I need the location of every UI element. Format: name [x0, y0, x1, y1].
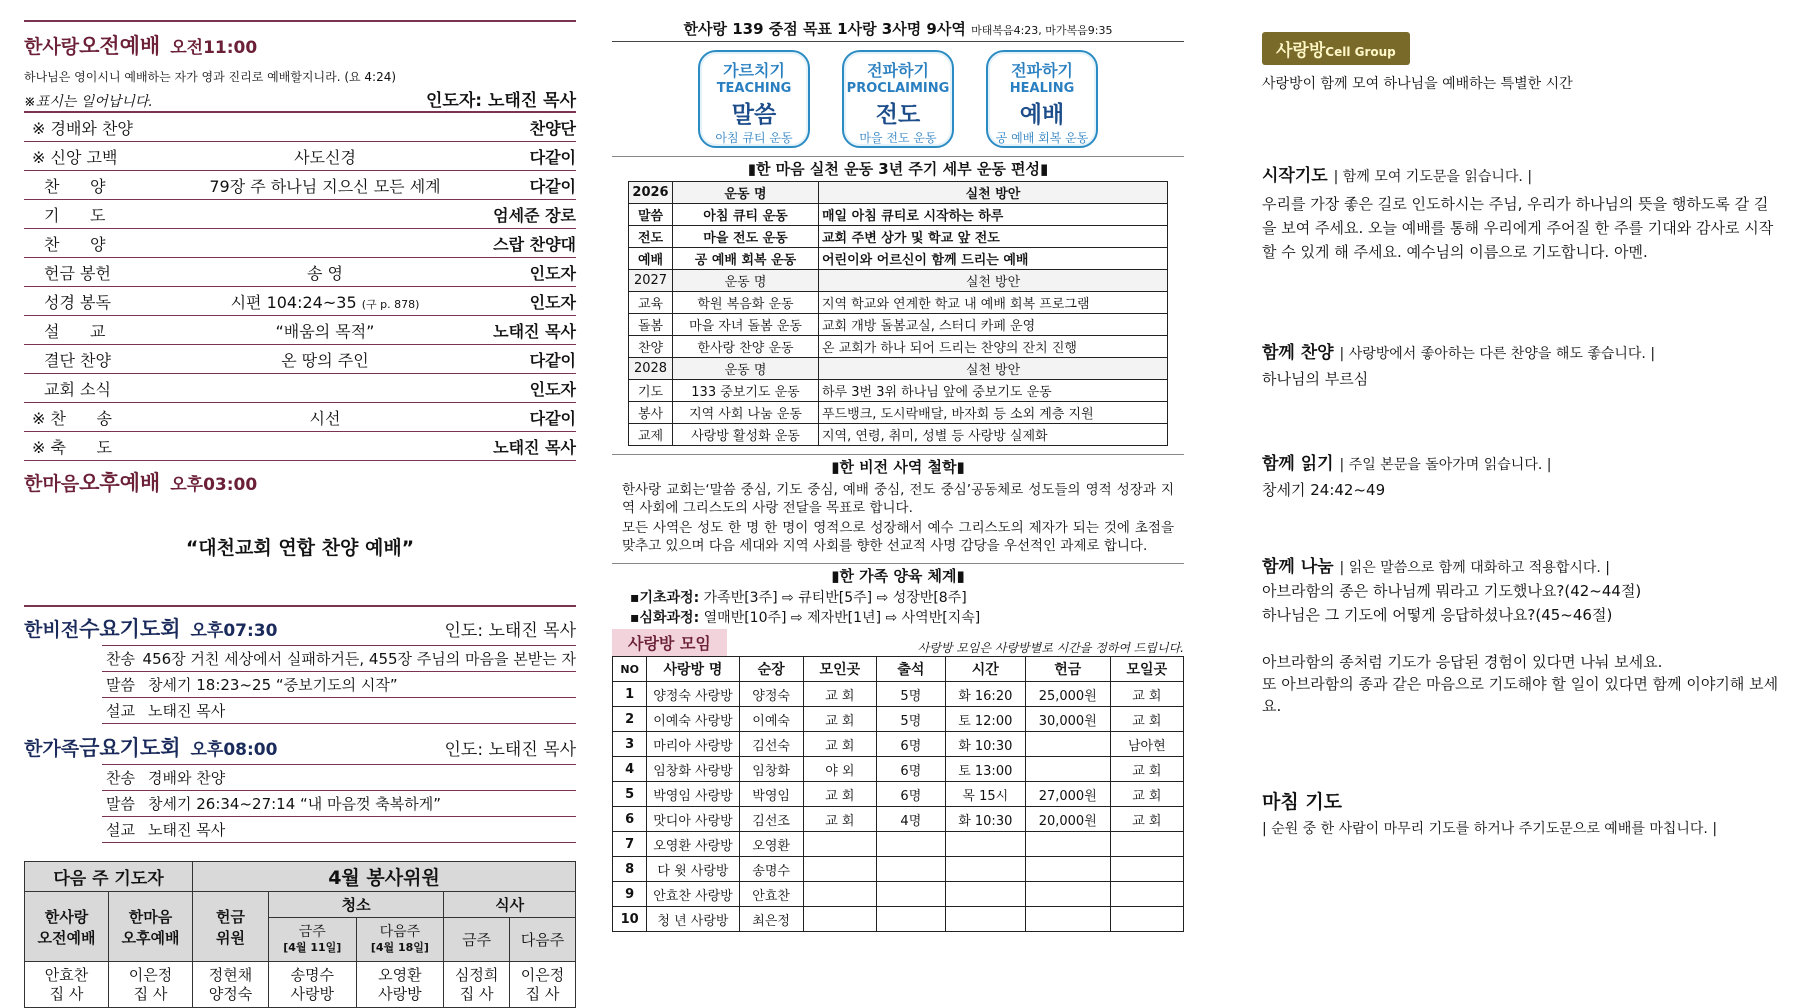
am-service-col: 한사랑 오전예배 — [25, 892, 109, 962]
table-row — [613, 857, 1184, 882]
service-leader: 스랍 찬양대 — [493, 234, 576, 254]
plan-year-or-area: 2026 — [629, 182, 673, 204]
cell-group-subtitle: 사랑방이 함께 모여 하나님을 예배하는 특별한 시간 — [1262, 76, 1573, 92]
morning-service-heading: 한사랑오전예배 오전11:00 — [24, 34, 258, 58]
cell-value — [1025, 907, 1110, 932]
service-leader: 인도자 — [529, 292, 576, 312]
family-basic: ▪기초과정: 가족반[3주] ⇨ 큐티반[5주] ⇨ 성장반[8주] — [630, 590, 967, 606]
cell-value — [1025, 882, 1110, 907]
cell-value: 교 회 — [803, 782, 876, 807]
service-item: 헌금 봉헌 — [44, 263, 111, 283]
cell-value: 6명 — [876, 732, 945, 757]
cell-value: 4 — [613, 757, 647, 782]
cell-value: 6 — [613, 807, 647, 832]
sharing-question-2: 하나님은 그 기도에 어떻게 응답하셨나요?(45~46절) — [1262, 606, 1613, 624]
cell-value — [803, 832, 876, 857]
cell-value: 1 — [613, 682, 647, 707]
cell-value — [1110, 882, 1183, 907]
service-row — [24, 171, 576, 200]
row-key: 설교 — [106, 821, 135, 839]
service-detail: 온 땅의 주인 — [281, 350, 369, 370]
plan-movement: 운동 명 — [673, 358, 819, 380]
cell-header: 모인곳 — [803, 657, 876, 682]
cell-value: 화 10:30 — [945, 732, 1025, 757]
plan-row — [629, 226, 1168, 248]
service-detail: 송 영 — [307, 263, 343, 283]
server-cell: 이은정 집 사 — [109, 962, 193, 1008]
cell-value — [876, 882, 945, 907]
cell-value: 김선조 — [739, 807, 803, 832]
cell-value: 교 회 — [1110, 757, 1183, 782]
cell-value: 박영임 사랑방 — [647, 782, 739, 807]
wednesday-rule — [24, 605, 576, 607]
service-leader: 다같이 — [529, 147, 576, 167]
service-detail: 시선 — [309, 408, 341, 428]
cell-value: 30,000원 — [1025, 707, 1110, 732]
cell-group-guide-column — [1262, 0, 1782, 838]
plan-movement: 지역 사회 나눔 운동 — [673, 402, 819, 424]
cell-header: 출석 — [876, 657, 945, 682]
plan-action: 하루 3번 3위 하나님 앞에 중보기도 운동 — [819, 380, 1168, 402]
cell-header: 사랑방 명 — [647, 657, 739, 682]
cell-value — [1025, 732, 1110, 757]
cell-value: 2 — [613, 707, 647, 732]
plan-row — [629, 314, 1168, 336]
plan-action: 교회 주변 상가 및 학교 앞 전도 — [819, 226, 1168, 248]
order-of-service — [24, 113, 576, 461]
closing-prayer-heading: 마침 기도 — [1262, 791, 1343, 813]
plan-movement: 아침 큐티 운동 — [673, 204, 819, 226]
vision-title: ▮한 비전 사역 철학▮ — [831, 458, 965, 476]
plan-year-or-area: 봉사 — [629, 402, 673, 424]
cell-value: 김선숙 — [739, 732, 803, 757]
service-detail: “배움의 목적” — [275, 321, 375, 341]
row-value: 창세기 26:34~27:14 “내 마음껏 축복하게” — [148, 795, 442, 813]
row-value: 창세기 18:23~25 “중보기도의 시작” — [148, 676, 398, 694]
healing-badge: 전파하기 HEALING 예배 공 예배 회복 운동 — [986, 50, 1098, 148]
cell-value: 양정숙 — [739, 682, 803, 707]
plan-movement: 마을 자녀 돌봄 운동 — [673, 314, 819, 336]
cell-value: 5명 — [876, 707, 945, 732]
proclaiming-badge: 전파하기 PROCLAIMING 전도 마을 전도 운동 — [842, 50, 954, 148]
cell-value: 교 회 — [1110, 782, 1183, 807]
cell-value: 안효찬 사랑방 — [647, 882, 739, 907]
cell-value — [945, 907, 1025, 932]
cell-value — [803, 857, 876, 882]
top-rule — [24, 20, 576, 22]
service-item: 찬 양 — [44, 176, 106, 196]
plan-movement: 공 예배 회복 운동 — [673, 248, 819, 270]
prayer-meeting-row — [102, 698, 576, 724]
friday-heading: 한가족금요기도회 오후08:00 인도: 노태진 목사 — [24, 736, 576, 760]
stand-note: ※표시는 일어납니다. — [24, 94, 153, 110]
plan-year-or-area: 예배 — [629, 248, 673, 270]
meal-next-week: 다음주 — [510, 918, 576, 962]
cell-value: 5명 — [876, 682, 945, 707]
service-row — [24, 316, 576, 345]
table-row — [613, 707, 1184, 732]
cell-value: 교 회 — [1110, 807, 1183, 832]
plan-row — [629, 270, 1168, 292]
cell-value: 이예숙 사랑방 — [647, 707, 739, 732]
cell-value — [876, 857, 945, 882]
cell-value — [1025, 757, 1110, 782]
teaching-badge: 가르치기 TEACHING 말씀 아침 큐티 운동 — [698, 50, 810, 148]
cell-value: 토 12:00 — [945, 707, 1025, 732]
server-cell: 송명수 사랑방 — [269, 962, 357, 1008]
service-leader: 찬양단 — [529, 118, 576, 138]
cell-value: 6명 — [876, 782, 945, 807]
cell-group-badge: 사랑방 모임 — [612, 629, 727, 656]
cell-value: 화 10:30 — [945, 807, 1025, 832]
opening-prayer-text: 우리를 가장 좋은 길로 인도하시는 주님, 우리가 하나님의 뜻을 행하도록 갈 길을 보여 주세요. 오늘 예배를 통해 우리에게 주어질 한 주를 기대와 감사로 시작할 수 있게 해 주세요. 예수님의 이름으로 기도합니다. 아멘. — [1262, 195, 1774, 261]
plan-movement: 사랑방 활성화 운동 — [673, 424, 819, 446]
cell-group-header — [612, 628, 1184, 656]
service-item: 교회 소식 — [44, 379, 111, 399]
row-key: 설교 — [106, 702, 135, 720]
cell-value: 토 13:00 — [945, 757, 1025, 782]
cell-value — [803, 907, 876, 932]
service-row — [24, 374, 576, 403]
prayer-meeting-row — [102, 646, 576, 672]
service-item: 찬 양 — [44, 234, 106, 254]
sharing-question-3: 아브라함의 종처럼 기도가 응답된 경험이 있다면 나눠 보세요. — [1262, 653, 1663, 671]
table-row — [613, 732, 1184, 757]
prayer-meeting-row — [102, 791, 576, 817]
plan-row — [629, 424, 1168, 446]
morning-verse: 하나님은 영이시니 예배하는 자가 영과 진리로 예배할지니라. (요 4:24) — [24, 70, 397, 84]
cell-value: 송명수 — [739, 857, 803, 882]
plan-row — [629, 380, 1168, 402]
next-week-prayers-header: 다음 주 기도자 — [25, 862, 193, 892]
plan-row — [629, 402, 1168, 424]
cell-value: 오영환 — [739, 832, 803, 857]
vision-paragraph-1: 한사랑 교회는‘말씀 중심, 기도 중심, 예배 중심, 전도 중심’공동체로 성도들의 영적 성장과 지역 사회에 그리스도의 사랑 전달을 목표로 합니다. — [622, 482, 1174, 516]
cell-value: 교 회 — [1110, 707, 1183, 732]
cell-value: 다 윗 사랑방 — [647, 857, 739, 882]
reading-passage: 창세기 24:42~49 — [1262, 481, 1386, 499]
plan-action: 지역 학교와 연계한 학교 내 예배 회복 프로그램 — [819, 292, 1168, 314]
cell-header: 순장 — [739, 657, 803, 682]
service-detail: 사도신경 — [294, 147, 356, 167]
cell-value: 목 15시 — [945, 782, 1025, 807]
friday-order — [102, 764, 576, 843]
sharing-question-4: 또 아브라함의 종과 같은 마음으로 기도해야 할 일이 있다면 함께 이야기해 보세요. — [1262, 675, 1779, 715]
row-value: 노태진 목사 — [148, 702, 226, 720]
praise-song: 하나님의 부르심 — [1262, 370, 1369, 388]
meal-this-week: 금주 — [444, 918, 510, 962]
service-item: ※ 경배와 찬양 — [32, 118, 133, 138]
plan-action: 온 교회가 하나 되어 드리는 찬양의 잔치 진행 — [819, 336, 1168, 358]
wednesday-heading: 한비전수요기도회 오후07:30 인도: 노태진 목사 — [24, 617, 576, 641]
service-leader: 엄세준 장로 — [493, 205, 576, 225]
closing-prayer-desc: | 순원 중 한 사람이 마무리 기도를 하거나 주기도문으로 예배를 마칩니다. | — [1262, 821, 1718, 837]
cell-value: 임창화 사랑방 — [647, 757, 739, 782]
service-leader: 다같이 — [529, 408, 576, 428]
reading-heading: 함께 읽기 | 주일 본문을 돌아가며 읽습니다. | — [1262, 454, 1552, 474]
plan-movement: 운동 명 — [673, 270, 819, 292]
cell-value: 야 외 — [803, 757, 876, 782]
plan-row — [629, 248, 1168, 270]
cell-value: 교 회 — [803, 807, 876, 832]
cell-value: 20,000원 — [1025, 807, 1110, 832]
month-servers-header: 4월 봉사위원 — [193, 862, 576, 892]
plan-year-or-area: 찬양 — [629, 336, 673, 358]
row-value: 경배와 찬양 — [148, 769, 226, 787]
cell-value: 5 — [613, 782, 647, 807]
server-cell: 정현채 양정숙 — [193, 962, 269, 1008]
opening-prayer-heading: 시작기도 | 함께 모여 기도문을 읽습니다. | — [1262, 166, 1533, 186]
cell-value: 7 — [613, 832, 647, 857]
table-row — [613, 807, 1184, 832]
table-row — [613, 907, 1184, 932]
plan-movement: 운동 명 — [673, 182, 819, 204]
server-cell: 심정희 집 사 — [444, 962, 510, 1008]
plan-year-or-area: 2028 — [629, 358, 673, 380]
cell-value — [945, 857, 1025, 882]
service-item: ※ 신앙 고백 — [32, 147, 118, 167]
service-leader: 다같이 — [529, 176, 576, 196]
cell-value: 10 — [613, 907, 647, 932]
service-leader: 인도자 — [529, 263, 576, 283]
plan-action: 실천 방안 — [819, 358, 1168, 380]
plan-movement: 133 중보기도 운동 — [673, 380, 819, 402]
family-deep: ▪심화과정: 열매반[10주] ⇨ 제자반[1년] ⇨ 사역반[지속] — [630, 610, 981, 626]
worship-schedule-column — [24, 0, 576, 1008]
cell-value: 3 — [613, 732, 647, 757]
row-key: 말씀 — [106, 676, 135, 694]
cell-value — [803, 882, 876, 907]
cleaning-header: 청소 — [269, 892, 444, 918]
cell-group-title — [1262, 32, 1782, 65]
cell-value: 교 회 — [803, 732, 876, 757]
plan-year-or-area: 돌봄 — [629, 314, 673, 336]
cell-value: 최은정 — [739, 907, 803, 932]
plan-year-or-area: 교육 — [629, 292, 673, 314]
prayer-meeting-row — [102, 672, 576, 698]
cell-header: 헌금 — [1025, 657, 1110, 682]
service-row — [24, 287, 576, 316]
cell-group-table — [612, 656, 1184, 932]
plan-action: 푸드뱅크, 도시락배달, 바자회 등 소외 계층 지원 — [819, 402, 1168, 424]
server-cell: 오영환 사랑방 — [356, 962, 444, 1008]
service-item: 성경 봉독 — [44, 292, 111, 312]
wednesday-leader: 인도: 노태진 목사 — [444, 621, 576, 641]
cell-value — [1110, 907, 1183, 932]
row-key: 말씀 — [106, 795, 135, 813]
row-key: 찬송 — [106, 650, 135, 668]
cell-value — [945, 832, 1025, 857]
cell-value: 이예숙 — [739, 707, 803, 732]
vision-paragraph-2: 모든 사역은 성도 한 명 한 명이 영적으로 성장해서 예수 그리스도의 제자가 되는 것에 초점을 맞추고 있으며 다음 세대와 지역 사회를 향한 선교적 사명 감당을 우선적인 과제로 합니다. — [622, 520, 1174, 554]
plan-movement: 마을 전도 운동 — [673, 226, 819, 248]
cell-table-header — [613, 657, 1184, 682]
church-vision-column — [612, 0, 1184, 932]
service-item: 결단 찬양 — [44, 350, 111, 370]
cell-header: NO — [613, 657, 647, 682]
plan-action: 매일 아침 큐티로 시작하는 하루 — [819, 204, 1168, 226]
service-item: 설 교 — [44, 321, 106, 341]
table-row — [613, 682, 1184, 707]
afternoon-event: “대천교회 연합 찬양 예배” — [185, 537, 415, 559]
table-row — [613, 832, 1184, 857]
cell-value — [876, 907, 945, 932]
plan-table — [628, 181, 1168, 446]
servers-table — [24, 861, 576, 1008]
cell-value — [1110, 857, 1183, 882]
plan-year-or-area: 말씀 — [629, 204, 673, 226]
plan-row — [629, 358, 1168, 380]
cell-value: 남아현 — [1110, 732, 1183, 757]
plan-row — [629, 336, 1168, 358]
service-leader: 다같이 — [529, 350, 576, 370]
morning-leader: 인도자: 노태진 목사 — [425, 91, 576, 111]
row-value: 노태진 목사 — [148, 821, 226, 839]
service-row — [24, 142, 576, 171]
cell-value — [1110, 832, 1183, 857]
service-detail: 79장 주 하나님 지으신 모든 세계 — [209, 176, 441, 196]
pm-service-col: 한마음 오후예배 — [109, 892, 193, 962]
cell-value: 마리아 사랑방 — [647, 732, 739, 757]
cell-value: 4명 — [876, 807, 945, 832]
service-leader: 노태진 목사 — [493, 321, 576, 341]
service-row — [24, 403, 576, 432]
cell-value: 임창화 — [739, 757, 803, 782]
friday-leader: 인도: 노태진 목사 — [444, 740, 576, 760]
server-cell: 안효찬 집 사 — [25, 962, 109, 1008]
cell-value — [1025, 857, 1110, 882]
service-row — [24, 113, 576, 142]
cell-header: 모일곳 — [1110, 657, 1183, 682]
cell-value: 6명 — [876, 757, 945, 782]
sharing-question-1: 아브라함의 종은 하나님께 뭐라고 기도했나요?(42~44절) — [1262, 582, 1642, 600]
sharing-heading: 함께 나눔 | 읽은 말씀으로 함께 대화하고 적용합시다. | — [1262, 557, 1611, 577]
morning-meta — [24, 89, 576, 113]
family-title: ▮한 가족 양육 체계▮ — [831, 567, 965, 585]
cell-value: 25,000원 — [1025, 682, 1110, 707]
plan-movement: 한사랑 찬양 운동 — [673, 336, 819, 358]
praise-heading: 함께 찬양 | 사랑방에서 좋아하는 다른 찬양을 해도 좋습니다. | — [1262, 343, 1656, 363]
plan-year-or-area: 전도 — [629, 226, 673, 248]
cell-value: 교 회 — [803, 707, 876, 732]
prayer-meeting-row — [102, 817, 576, 843]
meal-header: 식사 — [444, 892, 576, 918]
service-leader: 인도자 — [529, 379, 576, 399]
service-item: 기 도 — [44, 205, 106, 225]
cell-value: 화 16:20 — [945, 682, 1025, 707]
table-row — [613, 782, 1184, 807]
cell-value: 양정숙 사랑방 — [647, 682, 739, 707]
cell-value — [1025, 832, 1110, 857]
cell-value: 8 — [613, 857, 647, 882]
cell-value: 청 년 사랑방 — [647, 907, 739, 932]
plan-action: 실천 방안 — [819, 182, 1168, 204]
plan-row — [629, 292, 1168, 314]
service-row — [24, 432, 576, 461]
cell-value: 교 회 — [1110, 682, 1183, 707]
server-cell: 이은정 집 사 — [510, 962, 576, 1008]
service-leader: 노태진 목사 — [493, 437, 576, 457]
cell-value — [945, 882, 1025, 907]
cell-header: 시간 — [945, 657, 1025, 682]
clean-this-week: 금주 [4월 11일] — [269, 918, 357, 962]
cell-value: 맛디아 사랑방 — [647, 807, 739, 832]
plan-row — [629, 204, 1168, 226]
afternoon-service-heading: 한마음오후예배 오후03:00 — [24, 471, 258, 495]
plan-row — [629, 182, 1168, 204]
cell-value: 9 — [613, 882, 647, 907]
service-row — [24, 258, 576, 287]
cell-value: 교 회 — [803, 682, 876, 707]
cell-value: 27,000원 — [1025, 782, 1110, 807]
cell-value: 박영임 — [739, 782, 803, 807]
plan-year-or-area: 기도 — [629, 380, 673, 402]
table-row — [613, 882, 1184, 907]
cell-value: 안효찬 — [739, 882, 803, 907]
clean-next-week: 다음주 [4월 18일] — [356, 918, 444, 962]
plan-year-or-area: 2027 — [629, 270, 673, 292]
offering-col: 헌금 위원 — [193, 892, 269, 962]
plan-action: 어린이와 어르신이 함께 드리는 예배 — [819, 248, 1168, 270]
ministry-badges — [612, 42, 1184, 157]
service-item: ※ 찬 송 — [32, 408, 112, 428]
plan-action: 교회 개방 돌봄교실, 스터디 카페 운영 — [819, 314, 1168, 336]
service-row — [24, 345, 576, 374]
row-value: 456장 거친 세상에서 실패하거든, 455장 주님의 마음을 본받는 자 — [142, 650, 576, 668]
service-row — [24, 200, 576, 229]
table-row — [613, 757, 1184, 782]
plan-movement: 학원 복음화 운동 — [673, 292, 819, 314]
plan-title: ▮한 마음 실천 운동 3년 주기 세부 운동 편성▮ — [747, 160, 1049, 178]
cell-value — [876, 832, 945, 857]
plan-action: 지역, 연령, 취미, 성별 등 사랑방 실제화 — [819, 424, 1168, 446]
cell-value: 오영환 사랑방 — [647, 832, 739, 857]
goal-title: 한사랑 139 중점 목표 1사랑 3사명 9사역 마태복음4:23, 마가복음9:35 — [612, 16, 1184, 42]
cell-group-note: 사랑방 모임은 사랑방별로 시간을 정하여 드립니다. — [917, 641, 1184, 655]
plan-action: 실천 방안 — [819, 270, 1168, 292]
service-detail: 시편 104:24~35 (구 p. 878) — [230, 292, 420, 312]
cell-group-label: 사랑방Cell Group — [1262, 32, 1410, 65]
service-item: ※ 축 도 — [32, 437, 112, 457]
plan-year-or-area: 교제 — [629, 424, 673, 446]
service-row — [24, 229, 576, 258]
row-key: 찬송 — [106, 769, 135, 787]
wednesday-order — [102, 645, 576, 724]
prayer-meeting-row — [102, 765, 576, 791]
